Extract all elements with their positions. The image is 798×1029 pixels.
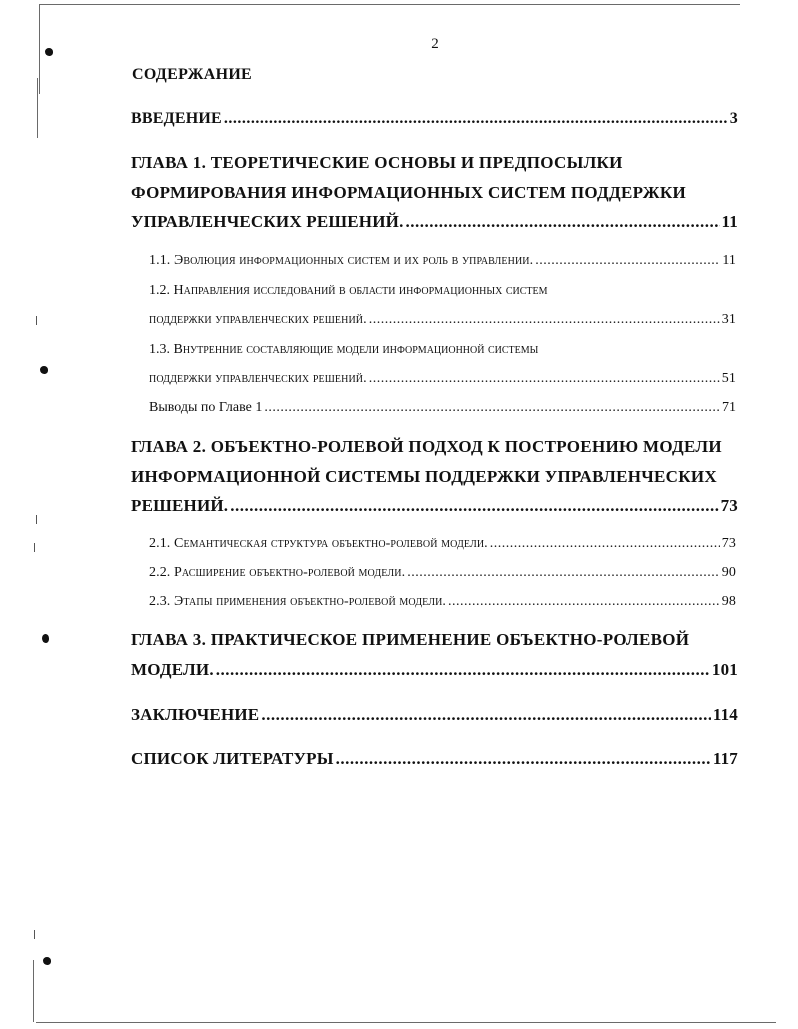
dot-leader — [407, 565, 720, 581]
toc-entry-section-1-3[interactable] — [149, 371, 736, 387]
dot-leader — [369, 312, 720, 328]
punch-hole-mark — [42, 634, 49, 643]
toc-entry-label: 2.1. Семантическая структура объектно-ролевой модели. — [149, 536, 488, 551]
scan-border-bottom — [36, 1022, 776, 1023]
toc-entry-page: 11 — [722, 253, 736, 268]
toc-entry-page: 90 — [721, 565, 736, 580]
dot-leader — [369, 371, 720, 387]
toc-entry-section-2-1[interactable] — [149, 536, 736, 552]
toc-entry-label: РЕШЕНИЙ. — [131, 496, 229, 515]
toc-entry-introduction[interactable] — [131, 110, 738, 128]
toc-entry-chapter1[interactable] — [131, 212, 738, 232]
chapter3-heading-line1: ГЛАВА 3. ПРАКТИЧЕСКОЕ ПРИМЕНЕНИЕ ОБЪЕКТНО-РОЛЕВОЙ — [131, 630, 690, 649]
toc-entry-page: 114 — [712, 705, 738, 724]
toc-entry-page: 11 — [721, 212, 738, 231]
toc-entry-label: МОДЕЛИ. — [131, 660, 214, 679]
toc-entry-label: Выводы по Главе 1 — [149, 400, 263, 415]
scan-border-left-lower — [37, 78, 38, 138]
toc-entry-page: 31 — [721, 312, 736, 327]
toc-title: СОДЕРЖАНИЕ — [132, 66, 253, 83]
toc-entry-page: 73 — [720, 496, 738, 515]
toc-entry-label: ЗАКЛЮЧЕНИЕ — [131, 705, 260, 724]
dot-leader — [224, 110, 728, 128]
toc-entry-section-1-2[interactable] — [149, 312, 736, 328]
scan-tick — [36, 316, 37, 325]
dot-leader — [336, 749, 711, 769]
punch-hole-mark — [43, 957, 51, 965]
chapter1-heading-line2: ФОРМИРОВАНИЯ ИНФОРМАЦИОННЫХ СИСТЕМ ПОДДЕРЖКИ — [131, 183, 687, 202]
dot-leader — [406, 212, 720, 232]
toc-entry-label: поддержки управленческих решений. — [149, 312, 367, 327]
toc-entry-page: 3 — [729, 110, 738, 127]
chapter1-heading-line1: ГЛАВА 1. ТЕОРЕТИЧЕСКИЕ ОСНОВЫ И ПРЕДПОСЫЛКИ — [131, 153, 623, 172]
scan-border-bottom-left — [33, 960, 34, 1022]
toc-entry-label: 2.2. Расширение объектно-ролевой модели. — [149, 565, 406, 580]
scan-tick — [34, 543, 35, 552]
toc-entry-chapter1-conclusions[interactable] — [149, 400, 736, 416]
toc-entry-chapter3[interactable] — [131, 660, 738, 680]
toc-entry-page: 101 — [711, 660, 738, 679]
scan-border-top — [40, 4, 740, 5]
page-number: 2 — [431, 36, 439, 52]
toc-entry-page: 71 — [722, 400, 736, 415]
section-1-2-line1: 1.2. Направления исследований в области информационных систем — [149, 283, 548, 298]
chapter2-heading-line2: ИНФОРМАЦИОННОЙ СИСТЕМЫ ПОДДЕРЖКИ УПРАВЛЕНЧЕСКИХ — [131, 467, 717, 486]
toc-entry-references[interactable] — [131, 749, 738, 769]
toc-entry-label: 1.1. Эволюция информационных систем и их роль в управлении. — [149, 253, 534, 268]
section-1-3-line1: 1.3. Внутренние составляющие модели информационной системы — [149, 342, 539, 357]
chapter2-heading-line1: ГЛАВА 2. ОБЪЕКТНО-РОЛЕВОЙ ПОДХОД К ПОСТРОЕНИЮ МОДЕЛИ — [131, 437, 722, 456]
toc-entry-section-2-2[interactable] — [149, 565, 736, 581]
scan-tick — [36, 515, 37, 524]
dot-leader — [535, 253, 720, 269]
toc-entry-label: ВВЕДЕНИЕ — [131, 110, 222, 127]
dot-leader — [261, 705, 710, 725]
toc-entry-label: поддержки управленческих решений. — [149, 371, 367, 386]
dot-leader — [490, 536, 720, 552]
toc-entry-page: 117 — [712, 749, 738, 768]
dot-leader — [230, 496, 718, 516]
toc-entry-page: 51 — [721, 371, 736, 386]
toc-entry-label: 2.3. Этапы применения объектно-ролевой модели. — [149, 594, 447, 609]
dot-leader — [448, 594, 720, 610]
toc-entry-section-2-3[interactable] — [149, 594, 736, 610]
toc-entry-label: УПРАВЛЕНЧЕСКИХ РЕШЕНИЙ. — [131, 212, 404, 231]
scan-tick — [34, 930, 35, 939]
toc-entry-conclusion[interactable] — [131, 705, 738, 725]
dot-leader — [216, 660, 710, 680]
dot-leader — [264, 400, 720, 416]
toc-entry-section-1-1[interactable] — [149, 253, 736, 269]
toc-entry-page: 73 — [721, 536, 736, 551]
toc-entry-chapter2[interactable] — [131, 496, 738, 516]
toc-entry-page: 98 — [721, 594, 736, 609]
toc-entry-label: СПИСОК ЛИТЕРАТУРЫ — [131, 749, 334, 768]
punch-hole-mark — [40, 366, 48, 374]
